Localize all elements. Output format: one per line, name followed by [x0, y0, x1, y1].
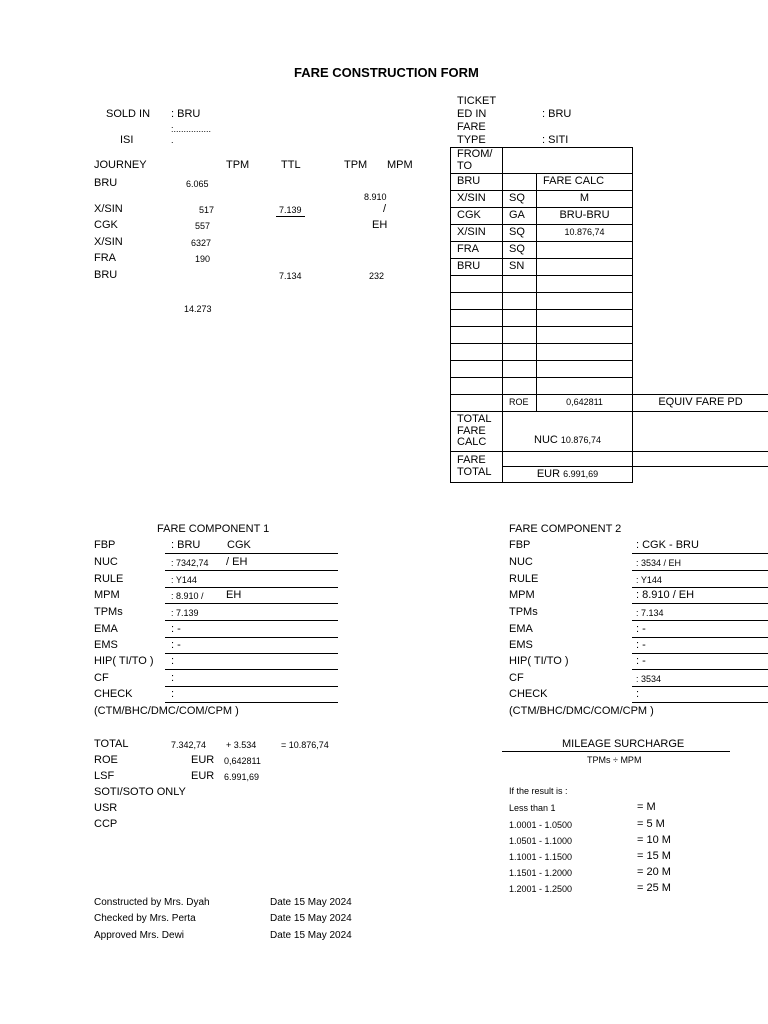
- total-fare-calc-label: TOTAL FARE CALC: [451, 412, 503, 452]
- mileage-range: 1.0501 - 1.1000: [509, 836, 573, 846]
- fc2-field-underline: [632, 653, 768, 654]
- fare-component-2-title: FARE COMPONENT 2: [509, 523, 622, 535]
- fare-calc-city: X/SIN: [451, 225, 503, 242]
- mileage-result: = 15 M: [637, 850, 671, 862]
- roe-currency: EUR: [191, 754, 215, 766]
- empty-cell: [503, 310, 537, 327]
- total-tpm-value: 14.273: [184, 304, 212, 314]
- fc1-ems-label: EMS: [94, 639, 118, 651]
- fare-calc-carrier: SQ: [503, 225, 537, 242]
- fc1-field-underline: [165, 620, 338, 621]
- fc2-ems-value: : -: [636, 639, 646, 651]
- total-fare-calc-value: NUC 10.876,74: [503, 412, 633, 452]
- ticketed-in-label-2: ED IN: [457, 108, 487, 120]
- fc1-nuc-label: NUC: [94, 556, 118, 568]
- total-value-3: = 10.876,74: [281, 740, 329, 750]
- fc1-check-label: CHECK: [94, 688, 133, 700]
- fc1-mpm-label: MPM: [94, 589, 120, 601]
- fc2-rule-value: : Y144: [636, 575, 662, 585]
- empty-cell: [537, 327, 633, 344]
- isi-value: .: [171, 135, 174, 145]
- equiv-fare-pd-label: EQUIV FARE PD: [633, 395, 768, 412]
- fc2-mpm-label: MPM: [509, 589, 535, 601]
- fc1-field-underline: [165, 669, 338, 670]
- mpm-header: MPM: [387, 159, 413, 171]
- journey-tpm: 6327: [191, 238, 212, 248]
- fc2-field-underline: [632, 620, 768, 621]
- fare-calc-value: 10.876,74: [537, 225, 633, 242]
- journey-city: CGK: [94, 219, 118, 231]
- fare-type-label-1: FARE: [457, 121, 486, 133]
- fare-calc-city: FRA: [451, 242, 503, 259]
- fc1-cf-label: CF: [94, 672, 109, 684]
- ticketed-in-label-1: TICKET: [457, 95, 497, 107]
- isi-dotted: :...............: [171, 124, 212, 134]
- usr-label: USR: [94, 802, 118, 814]
- fc1-fbp-label: FBP: [94, 539, 116, 551]
- fc1-field-underline: [165, 603, 338, 604]
- signature-date: Date 15 May 2024: [270, 930, 352, 941]
- tpm-header: TPM: [226, 159, 250, 171]
- ttl-value-1: 7.139: [279, 205, 302, 215]
- mileage-result: = 10 M: [637, 834, 671, 846]
- mileage-range: 1.2001 - 1.2500: [509, 884, 573, 894]
- fc2-cf-label: CF: [509, 672, 524, 684]
- fare-calc-header: FARE CALC: [537, 174, 633, 191]
- fare-calc-carrier: SQ: [503, 191, 537, 208]
- journey-tpm: 557: [195, 221, 211, 231]
- fc2-nuc-value: : 3534 / EH: [636, 558, 682, 568]
- fc1-field-underline: [165, 587, 338, 588]
- fc2-field-underline: [632, 603, 768, 604]
- fc1-rule-value: : Y144: [171, 575, 197, 585]
- isi-label: ISI: [120, 134, 134, 146]
- fc2-field-underline: [632, 553, 768, 554]
- fc1-check-value: :: [171, 688, 175, 700]
- signature-line: Constructed by Mrs. Dyah: [94, 897, 210, 908]
- fc2-rule-label: RULE: [509, 573, 539, 585]
- roe-value: 0,642811: [537, 395, 633, 412]
- fare-calc-value: M: [537, 191, 633, 208]
- mileage-result: = 20 M: [637, 866, 671, 878]
- empty-cell: [537, 361, 633, 378]
- fare-calc-city: BRU: [451, 174, 503, 191]
- fc1-rule-label: RULE: [94, 573, 124, 585]
- journey-city: X/SIN: [94, 203, 123, 215]
- lsf-currency: EUR: [191, 770, 215, 782]
- journey-city: FRA: [94, 252, 116, 264]
- journey-tpm: 517: [199, 205, 215, 215]
- empty-cell: [537, 310, 633, 327]
- fc1-ema-value: : -: [171, 623, 181, 635]
- fc1-ems-value: : -: [171, 639, 181, 651]
- fare-calc-carrier: GA: [503, 208, 537, 225]
- signature-date: Date 15 May 2024: [270, 913, 352, 924]
- signature-line: Approved Mrs. Dewi: [94, 930, 185, 941]
- fc1-tpms-value: : 7.139: [171, 608, 199, 618]
- journey-city: X/SIN: [94, 236, 123, 248]
- mileage-formula: TPMs ÷ MPM: [587, 755, 642, 765]
- fc2-cf-value: : 3534: [636, 674, 662, 684]
- mileage-range: 1.1001 - 1.1500: [509, 852, 573, 862]
- empty-cell: [537, 378, 633, 395]
- mileage-range: 1.0001 - 1.0500: [509, 820, 573, 830]
- roe-label-bottom: ROE: [94, 754, 118, 766]
- header-blank: [503, 148, 633, 174]
- fc1-mpm-extra: EH: [226, 589, 242, 601]
- lsf-label: LSF: [94, 770, 115, 782]
- fc2-footer: (CTM/BHC/DMC/COM/CPM ): [509, 705, 654, 717]
- empty-cell: [451, 293, 503, 310]
- fc1-hip-label: HIP( TI/TO ): [94, 655, 154, 667]
- ttl-header: TTL: [281, 159, 301, 171]
- roe-label: ROE: [503, 395, 537, 412]
- empty-cell: [537, 276, 633, 293]
- fc1-field-underline: [165, 570, 338, 571]
- mileage-result: = 25 M: [637, 882, 671, 894]
- fc1-tpms-label: TPMs: [94, 606, 123, 618]
- fc1-field-underline: [165, 686, 338, 687]
- fare-type-label-2: TYPE: [457, 134, 486, 146]
- journey-city: BRU: [94, 269, 118, 281]
- fc2-fbp-label: FBP: [509, 539, 531, 551]
- fare-calc-value: [537, 259, 633, 276]
- journey-tpm: 190: [195, 254, 211, 264]
- empty-cell: [537, 293, 633, 310]
- mpm-eh: EH: [372, 219, 388, 231]
- empty-cell: [451, 378, 503, 395]
- fare-calc-city: BRU: [451, 259, 503, 276]
- soti-label: SOTI/SOTO ONLY: [94, 786, 186, 798]
- fc1-nuc-value: : 7342,74: [171, 558, 209, 568]
- tpm2-header: TPM: [344, 159, 368, 171]
- fc2-hip-label: HIP( TI/TO ): [509, 655, 569, 667]
- page-title: FARE CONSTRUCTION FORM: [294, 65, 479, 80]
- fc2-field-underline: [632, 702, 768, 703]
- empty-cell: [451, 327, 503, 344]
- signature-date: Date 15 May 2024: [270, 897, 352, 908]
- roe-value-bottom: 0,642811: [224, 756, 261, 766]
- fc1-hip-value: :: [171, 655, 175, 667]
- fare-calc-city: X/SIN: [451, 191, 503, 208]
- journey-header: JOURNEY: [94, 159, 147, 171]
- fare-component-1-title: FARE COMPONENT 1: [157, 523, 270, 535]
- fc1-field-underline: [165, 702, 338, 703]
- fc1-field-underline: [165, 553, 338, 554]
- fc2-field-underline: [632, 570, 768, 571]
- total-value-1: 7.342,74: [171, 740, 207, 750]
- fc2-field-underline: [632, 637, 768, 638]
- journey-city: BRU: [94, 177, 118, 189]
- empty-cell: [451, 361, 503, 378]
- fc1-fbp-extra: CGK: [227, 539, 251, 551]
- fc2-ema-value: : -: [636, 623, 646, 635]
- fare-total-label: FARE TOTAL: [451, 452, 503, 483]
- ttl-underline: [276, 216, 305, 217]
- fc2-tpms-label: TPMs: [509, 606, 538, 618]
- fare-total-value: EUR 6.991,69: [503, 452, 633, 483]
- fc2-check-value: :: [636, 688, 640, 700]
- fare-type-value: : SITI: [542, 134, 569, 146]
- fc1-mpm-value: : 8.910 /: [171, 591, 204, 601]
- empty-cell: [451, 310, 503, 327]
- fare-calc-carrier: SQ: [503, 242, 537, 259]
- mpm-value: 8.910: [364, 192, 387, 202]
- fare-calc-value: [537, 242, 633, 259]
- empty-cell: [503, 327, 537, 344]
- empty-cell: [503, 378, 537, 395]
- empty-cell: [537, 344, 633, 361]
- mileage-title-underline: [502, 751, 730, 752]
- empty-cell: [503, 361, 537, 378]
- empty-cell: [451, 344, 503, 361]
- mileage-intro: If the result is :: [509, 786, 568, 796]
- fc2-check-label: CHECK: [509, 688, 548, 700]
- fc2-field-underline: [632, 587, 768, 588]
- fc1-field-underline: [165, 637, 338, 638]
- from-to-header: FROM/ TO: [451, 148, 503, 174]
- fc2-nuc-label: NUC: [509, 556, 533, 568]
- fc1-field-underline: [165, 653, 338, 654]
- sold-in-label: SOLD IN: [106, 108, 151, 120]
- empty-cell: [503, 293, 537, 310]
- fare-calc-carrier: [503, 174, 537, 191]
- fc2-field-underline: [632, 686, 768, 687]
- empty-cell: [503, 276, 537, 293]
- mileage-surcharge-title: MILEAGE SURCHARGE: [562, 738, 685, 750]
- ccp-label: CCP: [94, 818, 118, 830]
- mpm-slash: /: [383, 203, 387, 215]
- ttl-value-2: 7.134: [279, 271, 302, 281]
- fc2-ema-label: EMA: [509, 623, 533, 635]
- fare-calc-value: BRU-BRU: [537, 208, 633, 225]
- fc1-nuc-extra: / EH: [226, 556, 248, 568]
- fc1-ema-label: EMA: [94, 623, 118, 635]
- journey-tpm: 6.065: [186, 179, 209, 189]
- mileage-range: Less than 1: [509, 803, 556, 813]
- fc1-footer: (CTM/BHC/DMC/COM/CPM ): [94, 705, 239, 717]
- total-value-2: + 3.534: [226, 740, 257, 750]
- fare-calc-city: CGK: [451, 208, 503, 225]
- equiv-fare-pd-value: [633, 412, 768, 452]
- empty-cell: [451, 395, 503, 412]
- tpm2-value: 232: [369, 271, 385, 281]
- ticketed-in-value: : BRU: [542, 108, 572, 120]
- fare-calc-carrier: SN: [503, 259, 537, 276]
- mileage-result: = 5 M: [637, 818, 665, 830]
- signature-line: Checked by Mrs. Perta: [94, 913, 196, 924]
- fare-calc-table: [450, 147, 768, 483]
- mileage-range: 1.1501 - 1.2000: [509, 868, 573, 878]
- fc2-mpm-value: : 8.910 / EH: [636, 589, 695, 601]
- sold-in-value: : BRU: [171, 108, 201, 120]
- empty-cell: [451, 276, 503, 293]
- fc1-cf-value: :: [171, 672, 175, 684]
- fare-total-extra: [633, 452, 768, 483]
- fc1-fbp-value: : BRU: [171, 539, 201, 551]
- mileage-result: = M: [637, 801, 656, 813]
- lsf-value: 6.991,69: [224, 772, 260, 782]
- fc2-hip-value: : -: [636, 655, 646, 667]
- empty-cell: [503, 344, 537, 361]
- fc2-field-underline: [632, 669, 768, 670]
- fc2-fbp-value: : CGK - BRU: [636, 539, 699, 551]
- total-label: TOTAL: [94, 738, 129, 750]
- fc2-tpms-value: : 7.134: [636, 608, 664, 618]
- fc2-ems-label: EMS: [509, 639, 533, 651]
